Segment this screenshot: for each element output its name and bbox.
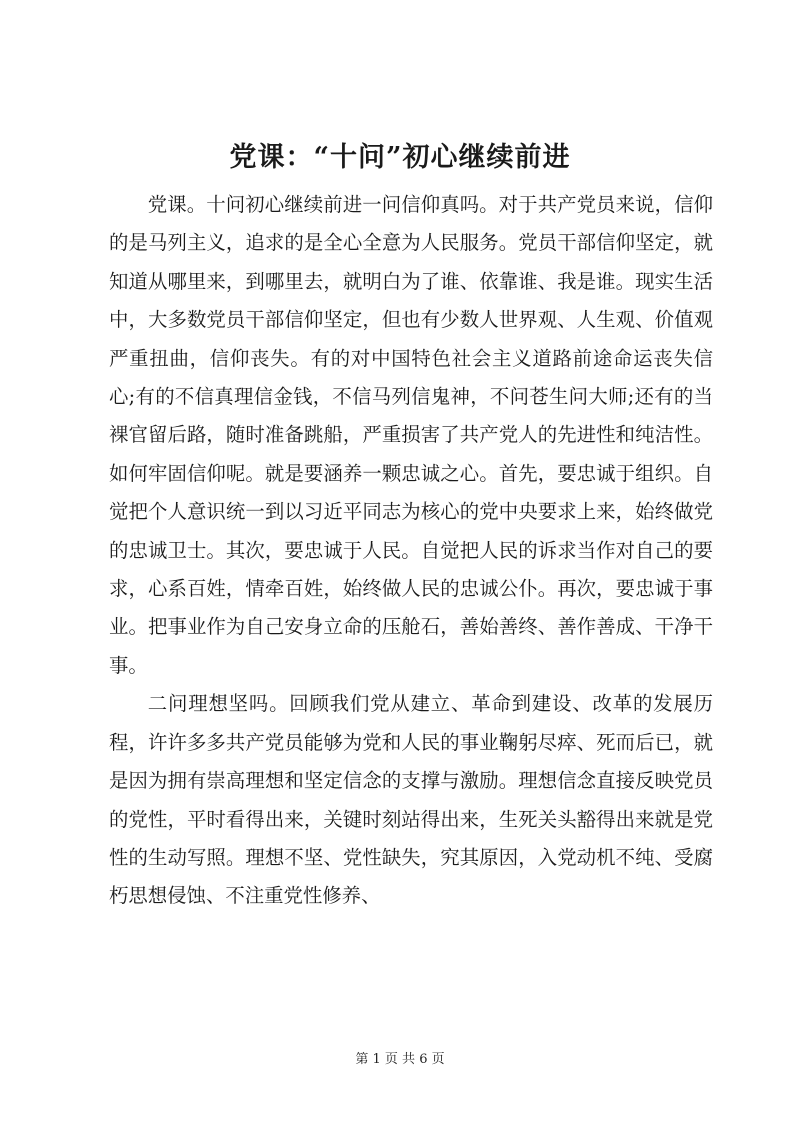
page-number-footer: 第 1 页 共 6 页 — [355, 1052, 445, 1067]
paragraph-faith: 党课。十问初心继续前进一问信仰真吗。对于共产党员来说，信仰的是马列主义，追求的是全心全意为人民服务。党员干部信仰坚定，就知道从哪里来，到哪里去，就明白为了谁、依靠谁、我是谁。现实生活中，大多数党员干部信仰坚定，但也有少数人世界观、人生观、价值观严重扭曲，信仰丧失。有的对中国特色社会主义道路前途命运丧失信心;有的不信真理信金钱，不信马列信鬼神，不问苍生问大师;还有的当裸官留后路，随时准备跳船，严重损害了共产党人的先进性和纯洁性。如何牢固信仰呢。就是要涵养一颗忠诚之心。首先，要忠诚于组织。自觉把个人意识统一到以习近平同志为核心的党中央要求上来，始终做党的忠诚卫士。其次，要忠诚于人民。自觉把人民的诉求当作对自己的要求，心系百姓，情牵百姓，始终做人民的忠诚公仆。再次，要忠诚于事业。把事业作为自己安身立命的压舱石，善始善终、善作善成、干净干事。 — [109, 193, 713, 677]
document-title: 党课：“十问”初心继续前进 — [229, 142, 571, 173]
document-body — [109, 186, 713, 916]
paragraph-ideals: 二问理想坚吗。回顾我们党从建立、革命到建设、改革的发展历程，许许多多共产党员能够为党和人民的事业鞠躬尽瘁、死而后已，就是因为拥有崇高理想和坚定信念的支撑与激励。理想信念直接反映党员的党性，平时看得出来，关键时刻站得出来，生死关头豁得出来就是党性的生动写照。理想不坚、党性缺失，究其原因，入党动机不纯、受腐朽思想侵蚀、不注重党性修养、 — [109, 692, 713, 908]
